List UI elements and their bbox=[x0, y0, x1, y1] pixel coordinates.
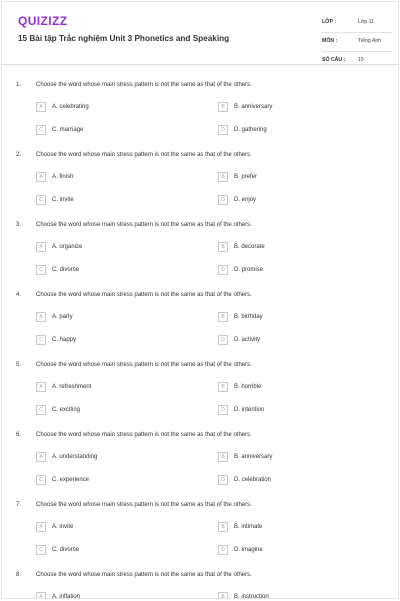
option-letter-box: C bbox=[36, 545, 46, 555]
option-text: A. invite bbox=[52, 524, 74, 530]
option-text: C. happy bbox=[52, 337, 77, 343]
option-text: B. anniversary bbox=[234, 104, 273, 110]
option-text: D. intention bbox=[234, 407, 265, 413]
option-letter-box: D bbox=[218, 405, 228, 415]
option-letter-box: B bbox=[218, 382, 228, 392]
question-5 bbox=[2, 344, 398, 414]
option-letter-box: D bbox=[218, 265, 228, 275]
question-6 bbox=[2, 414, 398, 484]
option-letter-box: A bbox=[36, 242, 46, 252]
question-number: 6. bbox=[16, 432, 22, 438]
option-text: A. party bbox=[52, 314, 73, 320]
option-text: C. marriage bbox=[52, 127, 84, 133]
option-text: D. gathering bbox=[234, 127, 267, 133]
option-text: A. inflation bbox=[52, 594, 81, 599]
option-text: A. celebrating bbox=[52, 104, 89, 110]
option-text: A. finish bbox=[52, 174, 74, 180]
option-letter-box: A bbox=[36, 102, 46, 112]
question-number: 1. bbox=[16, 82, 22, 88]
meta-row-class bbox=[322, 14, 392, 33]
worksheet-page bbox=[1, 1, 399, 599]
option-letter-box: A bbox=[36, 592, 46, 599]
question-4 bbox=[2, 274, 398, 344]
option-text: B. birthday bbox=[234, 314, 263, 320]
option-text: B. decorate bbox=[234, 244, 265, 250]
question-text: Choose the word whose main stress pattern is not the same as that of the others. bbox=[36, 502, 252, 508]
option-letter-box: B bbox=[218, 242, 228, 252]
option-letter-box: B bbox=[218, 312, 228, 322]
question-2 bbox=[2, 134, 398, 204]
option-text: C. experience bbox=[52, 477, 90, 483]
option-letter-box: B bbox=[218, 452, 228, 462]
option-text: A. organize bbox=[52, 244, 83, 250]
meta-label: MÔN : bbox=[322, 38, 338, 44]
option-text: D. activity bbox=[234, 337, 261, 343]
question-1 bbox=[2, 64, 398, 134]
question-text: Choose the word whose main stress pattern is not the same as that of the others. bbox=[36, 292, 252, 298]
option-text: D. celebration bbox=[234, 477, 272, 483]
question-text: Choose the word whose main stress pattern is not the same as that of the others. bbox=[36, 82, 252, 88]
option-text: B. anniversary bbox=[234, 454, 273, 460]
option-text: A. refreshment bbox=[52, 384, 92, 390]
option-letter-box: C bbox=[36, 335, 46, 345]
option-letter-box: B bbox=[218, 102, 228, 112]
option-text: B. prefer bbox=[234, 174, 258, 180]
question-number: 7. bbox=[16, 502, 22, 508]
option-letter-box: C bbox=[36, 125, 46, 135]
question-text: Choose the word whose main stress pattern is not the same as that of the others. bbox=[36, 432, 252, 438]
option-letter-box: D bbox=[218, 545, 228, 555]
question-7 bbox=[2, 484, 398, 554]
question-text: Choose the word whose main stress pattern is not the same as that of the others. bbox=[36, 152, 252, 158]
question-number: 4. bbox=[16, 292, 22, 298]
option-letter-box: B bbox=[218, 522, 228, 532]
option-letter-box: A bbox=[36, 452, 46, 462]
question-number: 5. bbox=[16, 362, 22, 368]
option-text: A. understanding bbox=[52, 454, 98, 460]
option-text: C. exciting bbox=[52, 407, 81, 413]
meta-value: Tiếng Anh bbox=[358, 38, 382, 44]
quizizz-logo: QUIZIZZ bbox=[18, 14, 68, 28]
option-letter-box: C bbox=[36, 475, 46, 485]
option-text: C. divorce bbox=[52, 267, 80, 273]
question-3 bbox=[2, 204, 398, 274]
option-letter-box: D bbox=[218, 195, 228, 205]
option-text: B. intimate bbox=[234, 524, 263, 530]
question-number: 2. bbox=[16, 152, 22, 158]
option-text: B. instruction bbox=[234, 594, 269, 599]
option-text: D. enjoy bbox=[234, 197, 257, 203]
option-text: C. divorce bbox=[52, 547, 80, 553]
question-text: Choose the word whose main stress pattern is not the same as that of the others. bbox=[36, 222, 252, 228]
option-letter-box: C bbox=[36, 405, 46, 415]
question-text: Choose the word whose main stress pattern is not the same as that of the others. bbox=[36, 572, 252, 578]
meta-value: Lớp 11 bbox=[358, 19, 374, 25]
option-letter-box: D bbox=[218, 335, 228, 345]
meta-value: 15 bbox=[358, 57, 364, 63]
worksheet-title: 15 Bài tập Trắc nghiệm Unit 3 Phonetics and Speaking bbox=[18, 34, 230, 43]
meta-label: SỐ CÂU : bbox=[322, 57, 346, 63]
meta-label: LỚP : bbox=[322, 19, 337, 25]
question-text: Choose the word whose main stress pattern is not the same as that of the others. bbox=[36, 362, 252, 368]
option-letter-box: B bbox=[218, 592, 228, 599]
option-letter-box: A bbox=[36, 522, 46, 532]
option-letter-box: D bbox=[218, 125, 228, 135]
meta-row-subject bbox=[322, 33, 392, 52]
option-letter-box: A bbox=[36, 172, 46, 182]
question-number: 3. bbox=[16, 222, 22, 228]
option-text: C. invite bbox=[52, 197, 74, 203]
option-text: D. imagine bbox=[234, 547, 263, 553]
option-text: D. promise bbox=[234, 267, 264, 273]
option-letter-box: D bbox=[218, 475, 228, 485]
worksheet-header bbox=[2, 2, 398, 65]
question-list bbox=[2, 64, 398, 599]
option-letter-box: C bbox=[36, 195, 46, 205]
question-8 bbox=[2, 554, 398, 599]
worksheet-meta bbox=[322, 14, 392, 70]
option-letter-box: A bbox=[36, 382, 46, 392]
option-letter-box: B bbox=[218, 172, 228, 182]
question-number: 8. bbox=[16, 572, 22, 578]
option-text: B. horrible bbox=[234, 384, 262, 390]
option-letter-box: A bbox=[36, 312, 46, 322]
option-letter-box: C bbox=[36, 265, 46, 275]
